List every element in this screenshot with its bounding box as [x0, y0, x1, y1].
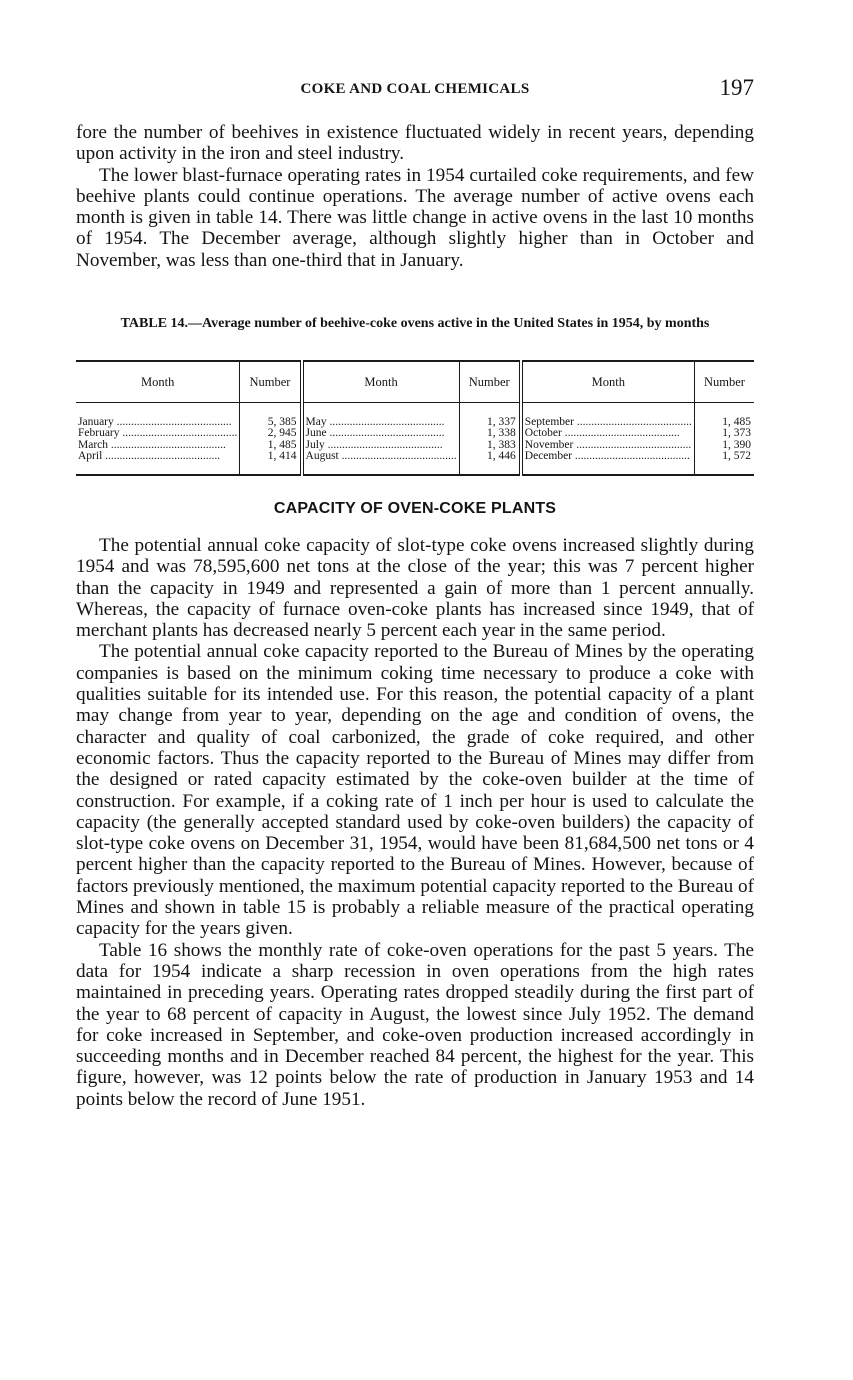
table-row — [76, 440, 754, 451]
table-caption: TABLE 14.—Average number of beehive-coke ovens active in the United States in 1954, by months — [120, 316, 710, 331]
month-cell: December ..... — [521, 451, 695, 475]
column-header: Month — [302, 361, 460, 403]
paragraph: The potential annual coke capacity of slot-type coke ovens increased slightly during 1954 and was 78,595,600 net tons at the close of the year; this was 7 percent higher than the capacity in 1949 and represented a gain of more than 1 percent annually. Whereas, the capacity of furnace oven-coke plants has increased since 1949, that of merchant plants has decreased nearly 5 percent each year in the same period. — [76, 535, 754, 642]
month-cell: July ..... — [302, 440, 460, 451]
table-row — [76, 451, 754, 475]
number-cell: 1, 446 — [459, 451, 521, 475]
month-cell: September ..... — [521, 403, 695, 429]
table-row — [76, 428, 754, 439]
number-cell: 1, 485 — [240, 440, 302, 451]
month-cell: October ..... — [521, 428, 695, 439]
month-cell: April ..... — [76, 451, 240, 475]
number-cell: 1, 338 — [459, 428, 521, 439]
number-cell: 1, 337 — [459, 403, 521, 429]
column-header: Month — [521, 361, 695, 403]
number-cell: 1, 572 — [694, 451, 754, 475]
paragraph: Table 16 shows the monthly rate of coke-oven operations for the past 5 years. The data for 1954 indicate a sharp recession in oven operations from the high rates maintained in preceding years. Operating rates dropped steadily during the first part of the year to 68 percent of capacity in August, the lowest since July 1952. The demand for coke increased in September, and coke-oven production increased accordingly in succeeding months and in December reached 84 percent, the highest for the year. This figure, however, was 12 points below the rate of production in January 1953 and 14 points below the record of June 1951. — [76, 939, 754, 1110]
column-header: Number — [459, 361, 521, 403]
section-heading: CAPACITY OF OVEN-COKE PLANTS — [273, 500, 557, 517]
number-cell: 2, 945 — [240, 428, 302, 439]
paragraph: The lower blast-furnace operating rates in 1954 curtailed coke requirements, and few beehive plants could continue operations. The average number of active ovens each month is given in table 14. There was little change in active ovens in the last 10 months of 1954. The December average, although slightly higher than in October and November, was less than one-third that in January. — [76, 164, 754, 271]
intro-text — [76, 122, 754, 271]
section-text — [76, 535, 754, 1110]
number-cell: 1, 383 — [459, 440, 521, 451]
beehive-ovens-table — [76, 360, 754, 476]
month-cell: May ..... — [302, 403, 460, 429]
number-cell: 1, 390 — [694, 440, 754, 451]
paragraph: fore the number of beehives in existence fluctuated widely in recent years, depending upon activity in the iron and steel industry. — [76, 122, 754, 165]
number-cell: 1, 485 — [694, 403, 754, 429]
column-header: Month — [76, 361, 240, 403]
page-number: 197 — [719, 75, 754, 100]
running-head: COKE AND COAL CHEMICALS — [300, 81, 530, 97]
table-header-row — [76, 361, 754, 403]
column-header: Number — [240, 361, 302, 403]
number-cell: 1, 373 — [694, 428, 754, 439]
paragraph: The potential annual coke capacity reported to the Bureau of Mines by the operating companies is based on the minimum coking time necessary to produce a coke with qualities suitable for its intended use. For this reason, the potential capacity of a plant may change from year to year, depending on the age and condition of ovens, the character and quality of coal carbonized, the grade of coke required, and other economic factors. Thus the capacity reported to the Bureau of Mines may differ from the designed or rated capacity estimated by the coke-oven builder at the time of construction. For example, if a coking rate of 1 inch per hour is used to calculate the capacity (the generally accepted standard used by coke-oven builders) the capacity of slot-type coke ovens on December 31, 1954, would have been 81,684,500 net tons or 4 percent higher than the capacity reported to the Bureau of Mines. However, because of factors previously mentioned, the maximum potential capacity reported to the Bureau of Mines and shown in table 15 is probably a reliable measure of the practical operating capacity for the years given. — [76, 641, 754, 940]
number-cell: 1, 414 — [240, 451, 302, 475]
number-cell: 5, 385 — [240, 403, 302, 429]
page-header — [76, 75, 754, 102]
month-cell: June ..... — [302, 428, 460, 439]
table-row — [76, 403, 754, 429]
column-header: Number — [694, 361, 754, 403]
month-cell: February ..... — [76, 428, 240, 439]
month-cell: November ..... — [521, 440, 695, 451]
month-cell: January ..... — [76, 403, 240, 429]
month-cell: August ..... — [302, 451, 460, 475]
month-cell: March ..... — [76, 440, 240, 451]
